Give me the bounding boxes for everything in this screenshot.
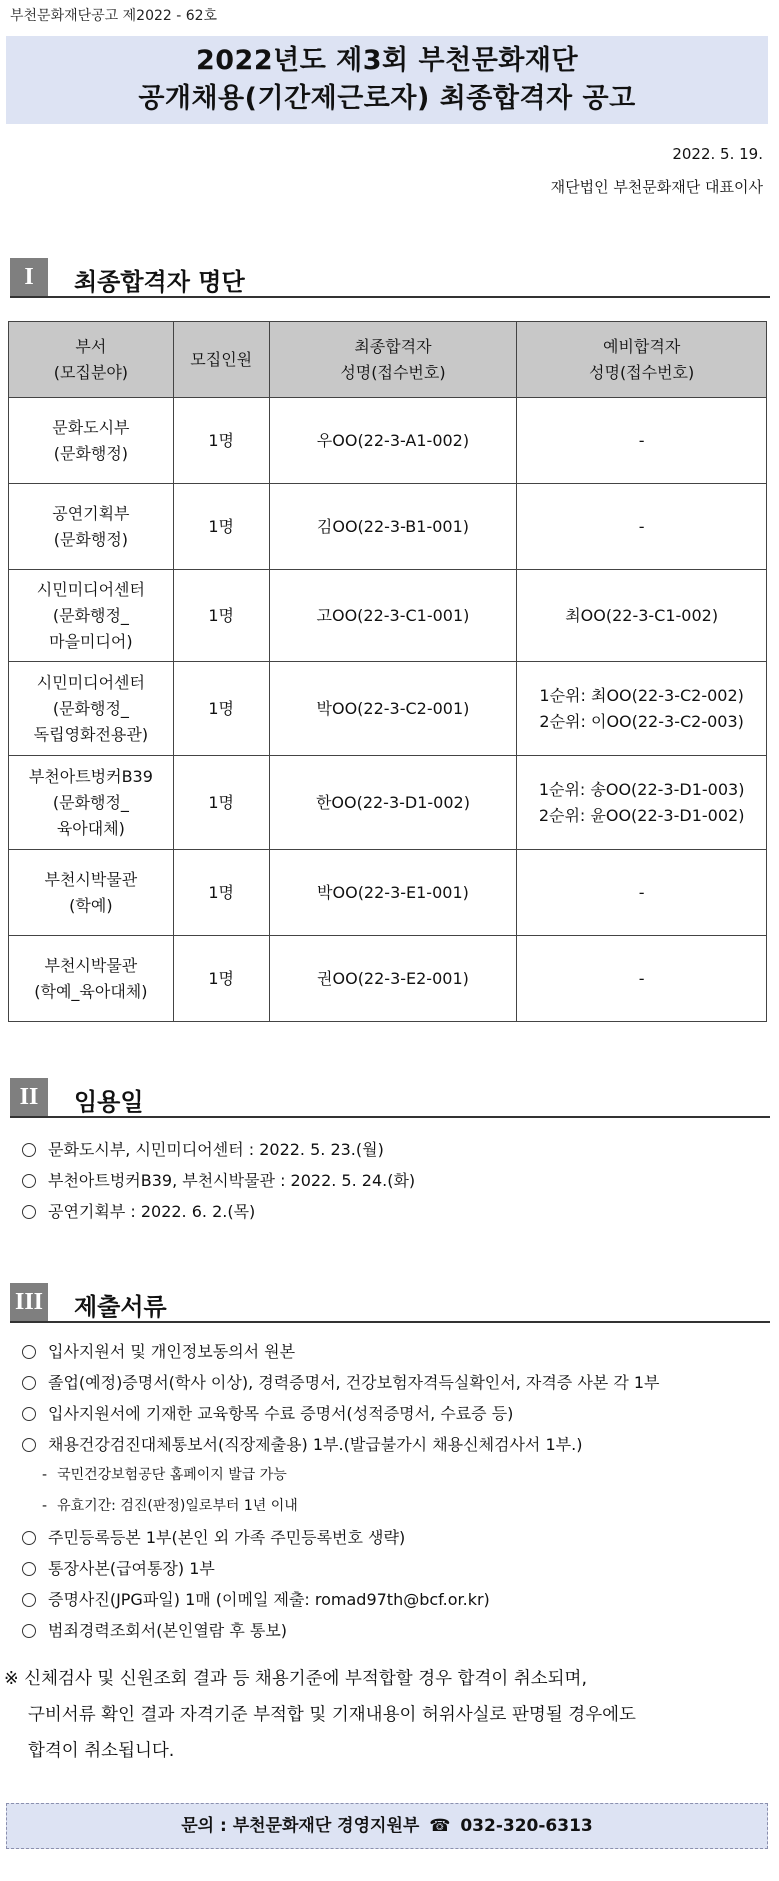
count-cell: 1명	[173, 570, 269, 662]
table-row	[9, 398, 767, 484]
reserve-cell-line: -	[638, 882, 645, 902]
section-3-number: III	[10, 1283, 48, 1321]
final-cell: 권OO(22-3-E2-001)	[269, 936, 517, 1022]
circle-bullet-icon	[22, 1438, 36, 1452]
start-date-list	[22, 1134, 415, 1227]
count-cell: 1명	[173, 398, 269, 484]
count-cell: 1명	[173, 662, 269, 756]
dash-bullet-icon: -	[42, 1498, 48, 1514]
notice-number: 부천문화재단공고 제2022 - 62호	[10, 8, 218, 24]
reserve-cell	[517, 662, 767, 756]
reserve-cell	[517, 756, 767, 850]
section-1-title: 최종합격자 명단	[74, 268, 245, 296]
title-banner	[6, 36, 768, 124]
dept-cell-line: (문화행정_	[52, 792, 129, 812]
dash-bullet-icon: -	[42, 1467, 48, 1483]
table-row	[9, 936, 767, 1022]
circle-bullet-icon	[22, 1143, 36, 1157]
reserve-cell-line: 1순위: 송OO(22-3-D1-003)	[538, 779, 745, 799]
list-item: 문화도시부, 시민미디어센터 : 2022. 5. 23.(월)	[22, 1134, 415, 1165]
table-row	[9, 484, 767, 570]
circle-bullet-icon	[22, 1593, 36, 1607]
dept-cell-line: (학예_육아대체)	[34, 981, 148, 1001]
dept-cell-line: 육아대체)	[56, 818, 125, 838]
list-item: 주민등록등본 1부(본인 외 가족 주민등록번호 생략)	[22, 1522, 660, 1553]
dept-cell	[9, 662, 174, 756]
section-2-number: II	[10, 1078, 48, 1116]
dept-cell-line: (문화행정)	[53, 443, 129, 463]
header-reserve: 예비합격자 성명(접수번호)	[517, 322, 767, 398]
final-cell: 고OO(22-3-C1-001)	[269, 570, 517, 662]
count-cell: 1명	[173, 756, 269, 850]
final-cell: 박OO(22-3-C2-001)	[269, 662, 517, 756]
reserve-cell-line: 2순위: 윤OO(22-3-D1-002)	[538, 805, 745, 825]
reserve-cell	[517, 398, 767, 484]
list-item: 공연기획부 : 2022. 6. 2.(목)	[22, 1196, 415, 1227]
list-item: 채용건강검진대체통보서(직장제출용) 1부.(발급불가시 채용신체검사서 1부.)	[22, 1429, 660, 1460]
section-3-heading	[10, 1283, 770, 1323]
circle-bullet-icon	[22, 1562, 36, 1576]
dept-cell	[9, 570, 174, 662]
dept-cell-line: 시민미디어센터	[36, 672, 145, 692]
list-item: 부천아트벙커B39, 부천시박물관 : 2022. 5. 24.(화)	[22, 1165, 415, 1196]
section-2-title: 임용일	[74, 1088, 144, 1116]
dept-cell-line: (문화행정_	[52, 605, 129, 625]
circle-bullet-icon	[22, 1531, 36, 1545]
final-cell: 우OO(22-3-A1-002)	[269, 398, 517, 484]
reserve-cell	[517, 850, 767, 936]
reserve-cell-line: -	[638, 430, 645, 450]
final-candidates-table	[8, 321, 767, 1022]
final-cell: 한OO(22-3-D1-002)	[269, 756, 517, 850]
dept-cell-line: (학예)	[69, 895, 113, 915]
dept-cell-line: 공연기획부	[52, 503, 130, 523]
table-row	[9, 756, 767, 850]
dept-cell-line: 부천시박물관	[44, 869, 138, 889]
reserve-cell-line: -	[638, 516, 645, 536]
title-line-2: 공개채용(기간제근로자) 최종합격자 공고	[138, 83, 636, 114]
dept-cell	[9, 850, 174, 936]
section-1-heading	[10, 258, 770, 298]
list-item: 졸업(예정)증명서(학사 이상), 경력증명서, 건강보험자격득실확인서, 자격증 사본 각 1부	[22, 1367, 660, 1398]
sub-list-item: - 국민건강보험공단 홈페이지 발급 가능	[42, 1467, 287, 1483]
header-dept: 부서 (모집분야)	[9, 322, 174, 398]
dept-cell	[9, 756, 174, 850]
sub-list-item: - 유효기간: 검진(판정)일로부터 1년 이내	[42, 1498, 298, 1514]
circle-bullet-icon	[22, 1376, 36, 1390]
reserve-cell-line: 최OO(22-3-C1-002)	[565, 605, 719, 625]
reserve-cell-line: 1순위: 최OO(22-3-C2-002)	[539, 685, 744, 705]
circle-bullet-icon	[22, 1407, 36, 1421]
count-cell: 1명	[173, 484, 269, 570]
final-cell: 김OO(22-3-B1-001)	[269, 484, 517, 570]
issuer: 재단법인 부천문화재단 대표이사	[550, 178, 763, 196]
list-item: 범죄경력조회서(본인열람 후 통보)	[22, 1615, 660, 1646]
list-item: 입사지원서에 기재한 교육항목 수료 증명서(성적증명서, 수료증 등)	[22, 1398, 660, 1429]
circle-bullet-icon	[22, 1345, 36, 1359]
dept-cell-line: (문화행정)	[53, 529, 129, 549]
circle-bullet-icon	[22, 1624, 36, 1638]
dept-cell	[9, 398, 174, 484]
count-cell: 1명	[173, 936, 269, 1022]
note-line-3: 합격이 취소됩니다.	[28, 1741, 175, 1761]
table-row	[9, 570, 767, 662]
final-cell: 박OO(22-3-E1-001)	[269, 850, 517, 936]
dept-cell-line: (문화행정_	[52, 698, 129, 718]
table-body	[9, 398, 767, 1022]
list-item: 통장사본(급여통장) 1부	[22, 1553, 660, 1584]
dept-cell-line: 문화도시부	[52, 417, 130, 437]
reserve-cell	[517, 570, 767, 662]
list-item: 증명사진(JPG파일) 1매 (이메일 제출: romad97th@bcf.or.kr)	[22, 1584, 660, 1615]
notice-date: 2022. 5. 19.	[672, 145, 763, 163]
table-row	[9, 850, 767, 936]
section-1-number: I	[10, 258, 48, 296]
contact-banner	[6, 1803, 768, 1849]
contact-label: 문의 : 부천문화재단 경영지원부	[181, 1816, 420, 1836]
table-header-row	[9, 322, 767, 398]
note-line-1: ※ 신체검사 및 신원조회 결과 등 채용기준에 부적합할 경우 합격이 취소되며,	[4, 1669, 588, 1689]
phone-number: 032-320-6313	[460, 1816, 593, 1836]
list-item: 입사지원서 및 개인정보동의서 원본	[22, 1336, 660, 1367]
header-final: 최종합격자 성명(접수번호)	[269, 322, 517, 398]
dept-cell	[9, 484, 174, 570]
count-cell: 1명	[173, 850, 269, 936]
reserve-cell	[517, 936, 767, 1022]
reference-mark-icon: ※	[4, 1669, 19, 1689]
dept-cell-line: 부천아트벙커B39	[28, 766, 153, 786]
phone-icon: ☎	[429, 1816, 451, 1836]
dept-cell-line: 독립영화전용관)	[33, 724, 149, 744]
section-2-heading	[10, 1078, 770, 1118]
title-line-1: 2022년도 제3회 부천문화재단	[195, 45, 579, 76]
dept-cell	[9, 936, 174, 1022]
header-count: 모집인원	[173, 322, 269, 398]
reserve-cell-line: 2순위: 이OO(22-3-C2-003)	[539, 711, 744, 731]
section-3-title: 제출서류	[74, 1293, 167, 1321]
note-line-2: 구비서류 확인 결과 자격기준 부적합 및 기재내용이 허위사실로 판명될 경우에도	[28, 1705, 636, 1725]
dept-cell-line: 시민미디어센터	[36, 579, 145, 599]
circle-bullet-icon	[22, 1174, 36, 1188]
cancellation-note	[4, 1661, 774, 1769]
documents-list	[22, 1336, 660, 1646]
table-row	[9, 662, 767, 756]
reserve-cell	[517, 484, 767, 570]
dept-cell-line: 마을미디어)	[49, 631, 133, 651]
reserve-cell-line: -	[638, 968, 645, 988]
circle-bullet-icon	[22, 1205, 36, 1219]
dept-cell-line: 부천시박물관	[44, 955, 138, 975]
